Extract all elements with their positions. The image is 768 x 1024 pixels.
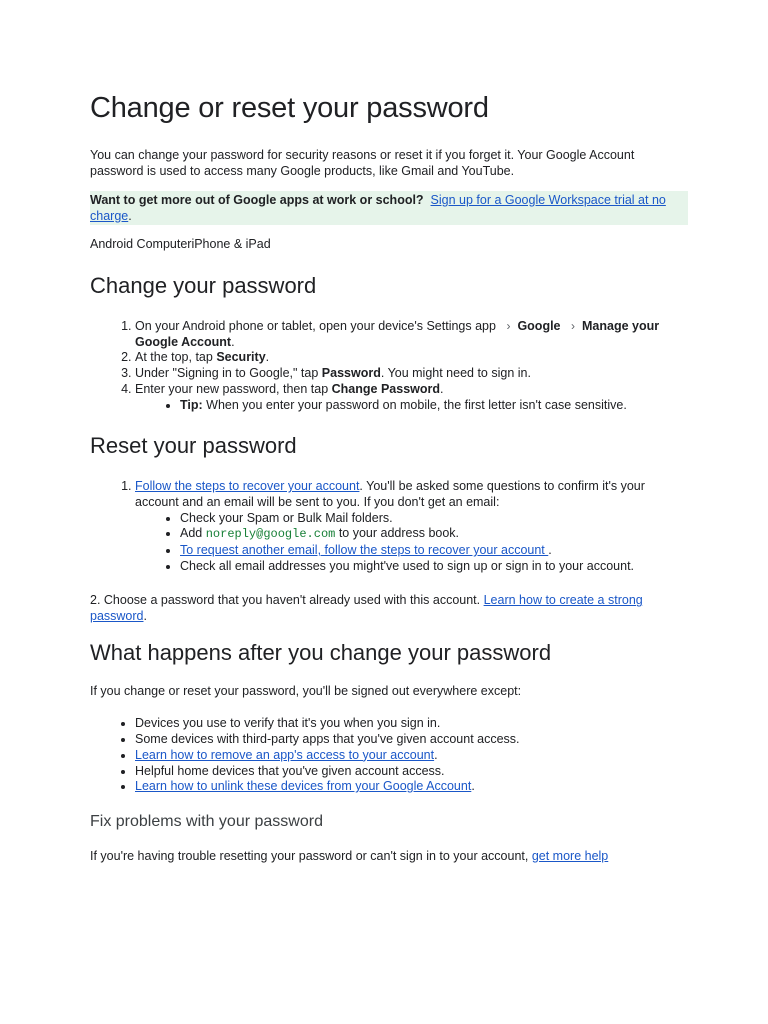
step-2-end: . xyxy=(265,350,270,365)
tip-text: When you enter your password on mobile, the first letter isn't case sensitive. xyxy=(202,397,627,412)
change-steps-list xyxy=(90,319,680,413)
step-4-text: Enter your new password, then tap xyxy=(135,381,332,396)
reset-step-2-end: . xyxy=(143,609,147,624)
get-more-help-link[interactable]: get more help xyxy=(531,848,609,863)
page-title: Change or reset your password xyxy=(90,92,489,124)
change-step-2 xyxy=(135,350,680,366)
reset-step-2 xyxy=(90,592,680,624)
strong-password-link[interactable]: Learn how to create a strong password xyxy=(90,593,643,624)
step-1-text: On your Android phone or tablet, open your device's Settings app xyxy=(135,319,496,333)
list-item-verify-devices: • Devices you use to verify that it's you when you sign in. xyxy=(135,716,680,732)
list-item-spam: • Check your Spam or Bulk Mail folders. xyxy=(180,511,680,527)
fix-paragraph xyxy=(90,848,680,864)
after-intro: If you change or reset your password, you'll be signed out everywhere except: xyxy=(90,684,522,699)
fix-problems-heading: Fix problems with your password xyxy=(90,812,323,830)
reset-step-1 xyxy=(135,479,680,574)
tip-item xyxy=(180,398,680,414)
request-email-link[interactable]: To request another email, follow the steps to recover your account xyxy=(180,543,549,558)
chevron-right-icon: › xyxy=(506,319,511,333)
google-label: Google xyxy=(517,319,561,333)
reset-step-1-text: . You'll be asked some questions to confirm it's your account and an email will be sent to you. If you don't get an email: xyxy=(135,479,645,509)
change-step-1 xyxy=(135,319,680,350)
list-item-request xyxy=(180,543,680,559)
security-label: Security xyxy=(216,350,266,365)
fix-text: If you're having trouble resetting your password or can't sign in to your account, xyxy=(90,848,532,863)
list-item-remove-access xyxy=(135,748,680,764)
list-item-add-email xyxy=(180,526,680,543)
platform-tabs[interactable]: Android ComputeriPhone & iPad xyxy=(90,237,271,251)
change-password-label: Change Password xyxy=(331,381,441,396)
list-item-unlink xyxy=(135,779,680,795)
chevron-right-icon: › xyxy=(571,319,575,333)
tip-list xyxy=(135,398,680,414)
article xyxy=(90,92,680,864)
after-change-heading: What happens after you change your password xyxy=(90,640,552,666)
reset-password-heading: Reset your password xyxy=(90,433,297,459)
reset-step-2-text: 2. Choose a password that you haven't already used with this account. xyxy=(90,593,484,608)
step-4-end: . xyxy=(440,381,444,396)
request-end: . xyxy=(548,543,552,558)
callout-bold-text: Want to get more out of Google apps at work or school? xyxy=(90,193,424,207)
add-text: Add xyxy=(180,526,206,541)
noreply-email: noreply@google.com xyxy=(205,527,336,542)
list-item-check: • Check all email addresses you might've used to sign up or sign in to your account. xyxy=(180,559,680,575)
workspace-callout xyxy=(90,191,688,225)
unlink-dot: . xyxy=(471,779,475,794)
change-password-heading: Change your password xyxy=(90,273,317,298)
unlink-devices-link[interactable]: Learn how to unlink these devices from your Google Account xyxy=(135,779,472,794)
tip-label: Tip: xyxy=(180,397,203,412)
password-label: Password xyxy=(321,366,381,381)
step-3-text: Under "Signing in to Google," tap xyxy=(135,366,322,381)
manage-account-label: Manage your Google Account xyxy=(135,319,660,349)
change-step-3 xyxy=(135,366,680,382)
step-3-end: . You might need to sign in. xyxy=(380,366,531,381)
intro-paragraph: You can change your password for security reasons or reset it if you forget it. Your Google Account password is used to access many Google products, like Gmail and YouTube. xyxy=(90,148,635,178)
no-email-list xyxy=(135,511,680,575)
step-1-end: . xyxy=(231,334,235,349)
address-book-text: to your address book. xyxy=(335,526,460,541)
callout-period: . xyxy=(128,209,132,223)
recover-account-link[interactable]: Follow the steps to recover your account xyxy=(135,479,360,494)
list-item-third-party: • Some devices with third-party apps that you've given account access. xyxy=(135,732,680,748)
remove-app-access-link[interactable]: Learn how to remove an app's access to your account xyxy=(135,747,435,762)
signed-out-list xyxy=(90,716,680,795)
workspace-trial-link[interactable]: Sign up for a Google Workspace trial at no charge xyxy=(90,193,666,223)
reset-steps-list xyxy=(90,479,680,574)
list-item-home-devices: • Helpful home devices that you've given account access. xyxy=(135,764,680,780)
step-2-text: At the top, tap xyxy=(135,350,217,365)
change-step-4 xyxy=(135,382,680,413)
remove-dot: . xyxy=(434,747,438,762)
